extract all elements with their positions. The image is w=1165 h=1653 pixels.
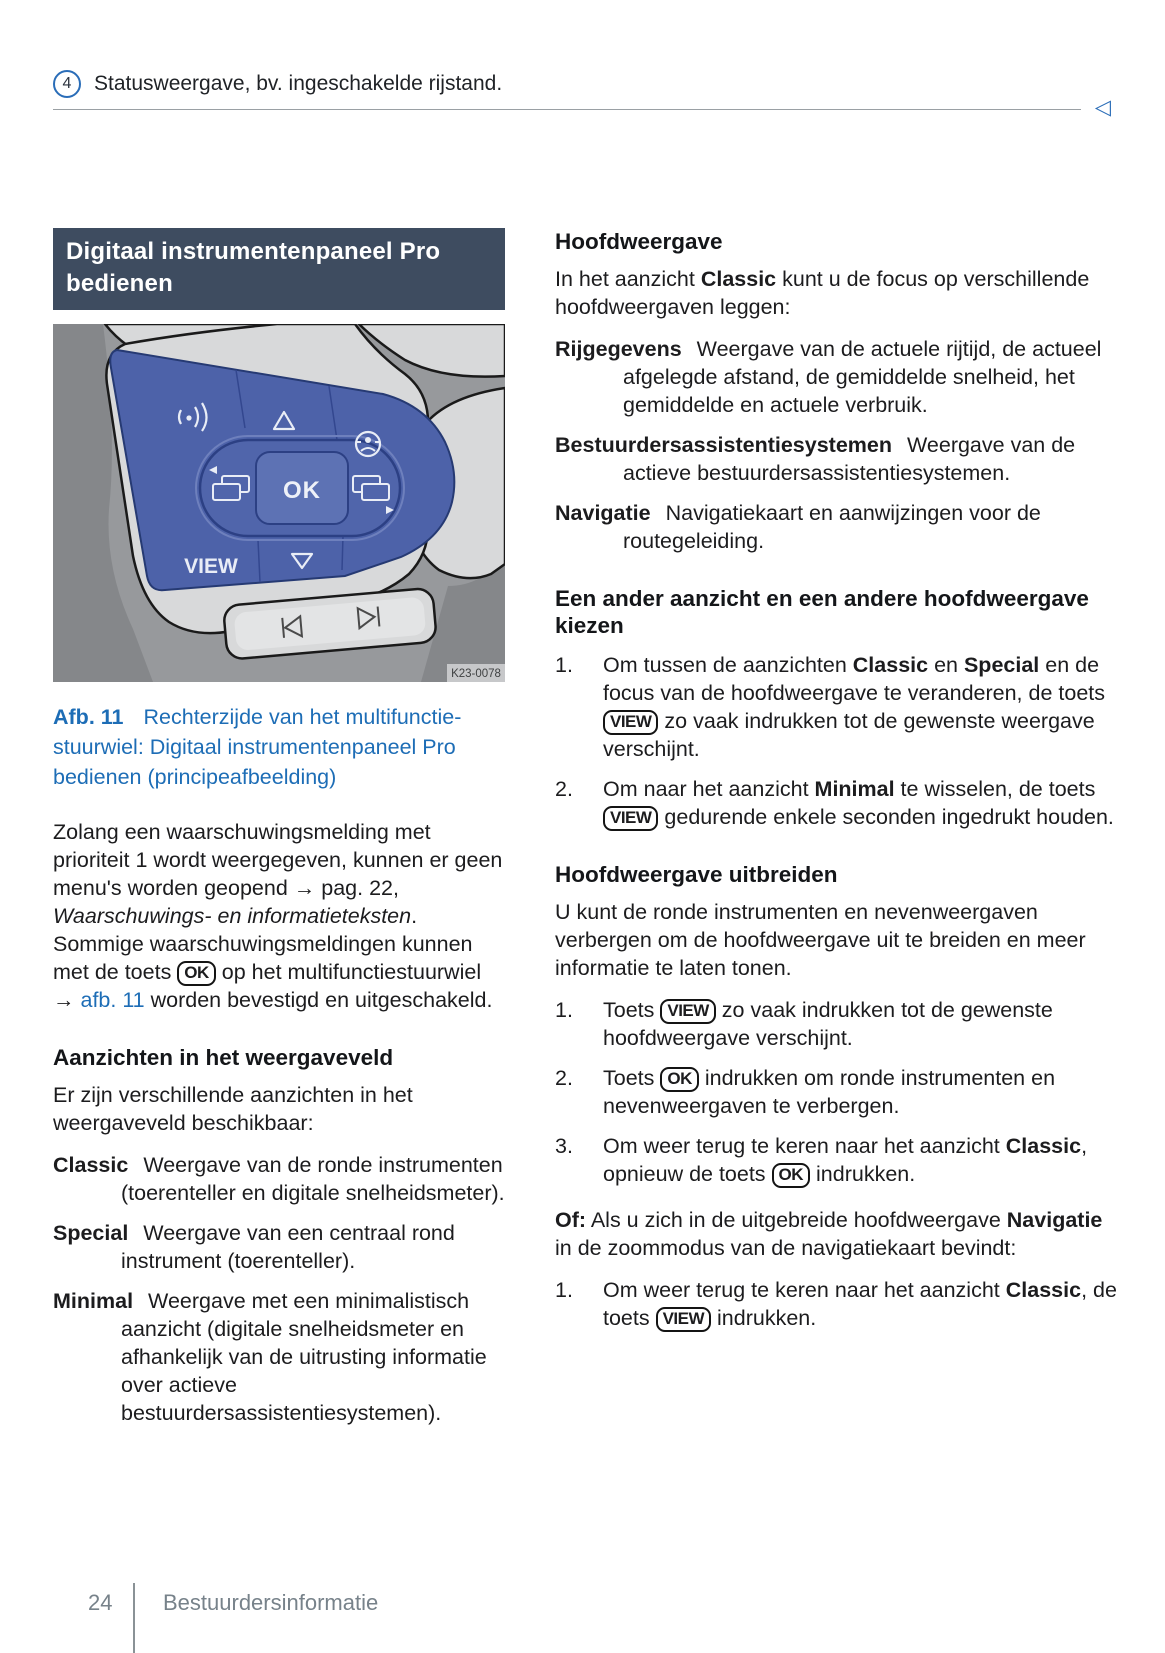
focus-definition-navigatie: Navigatie Navigatiekaart en aanwijzingen voor de routegeleiding. — [555, 501, 1041, 553]
heading-hoofdweergave: Hoofdweergave — [555, 229, 723, 254]
figure-caption: Afb. 11 Rechterzijde van het multifunctie- stuurwiel: Digitaal instrumentenpaneel Pro bedienen (principeafbeelding) — [53, 705, 462, 789]
step-item: 1. Toets VIEW zo vaak indrukken tot de gewenste hoofdweergave verschijnt. — [555, 998, 1053, 1050]
page-number: 24 — [88, 1590, 113, 1615]
step-item: 2. Toets OK indrukken om ronde instrumenten en nevenweergaven te verbergen. — [555, 1066, 1056, 1118]
chapter-name: Bestuurdersinformatie — [163, 1590, 379, 1615]
heading-uitbreiden: Hoofdweergave uitbreiden — [555, 862, 838, 887]
figure-caption-label: Afb. 11 — [53, 705, 124, 729]
ok-keycap: OK — [772, 1163, 811, 1188]
view-keycap: VIEW — [656, 1307, 711, 1332]
focus-definition-rijgegevens: Rijgegevens Weergave van de actuele rijtijd, de actueel afgelegde afstand, de gemiddelde snelheid, het gemiddelde en actuele verbruik. — [555, 337, 1102, 417]
warning-paragraph: Zolang een waarschuwingsmelding met prioriteit 1 wordt weergegeven, kunnen er geen menu's worden geopend → pag. 22, Waarschuwings- en informatieteksten. Sommige waarschuwingsmeldingen kunnen met de toets OK op het multifunctiestuurwiel → afb. 11 worden bevestigd en uitgeschakeld. — [53, 820, 503, 1012]
heading-ander-aanzicht: Een ander aanzicht en een andere hoofdweergave kiezen — [555, 586, 1089, 638]
section-title: Digitaal instrumentenpaneel Pro bedienen — [53, 228, 505, 310]
view-definition-special: Special Weergave van een centraal rond instrument (toerenteller). — [53, 1221, 455, 1273]
steering-wheel-illustration — [53, 324, 505, 682]
view-keycap: VIEW — [603, 806, 658, 831]
hoofdweergave-intro: In het aanzicht Classic kunt u de focus op verschillende hoofdweergaven leggen: — [555, 267, 1090, 319]
step-item: 1. Om weer terug te keren naar het aanzicht Classic, de toets VIEW indrukken. — [555, 1278, 1117, 1330]
page-header — [53, 70, 1111, 119]
legend-text: Statusweergave, bv. ingeschakelde rijstand. — [94, 72, 503, 95]
header-divider — [53, 96, 1111, 119]
view-definition-minimal: Minimal Weergave met een minimalistisch aanzicht (digitale snelheidsmeter en afhankelijk van de uitrusting informatie over actieve bestuurdersassistentiesystemen). — [53, 1289, 487, 1425]
back-triangle-icon[interactable]: ◁ — [1094, 96, 1111, 119]
ok-keycap: OK — [660, 1067, 699, 1092]
view-keycap: VIEW — [603, 710, 658, 735]
uitbreiden-intro: U kunt de ronde instrumenten en nevenweergaven verbergen om de hoofdweergave uit te breiden en meer informatie te laten tonen. — [555, 900, 1086, 980]
step-item: 2. Om naar het aanzicht Minimal te wisselen, de toets VIEW gedurende enkele seconden ingedrukt houden. — [555, 777, 1114, 829]
of-paragraph: Of: Als u zich in de uitgebreide hoofdweergave Navigatie in de zoommodus van de navigatiekaart bevindt: — [555, 1208, 1103, 1260]
ok-button-label: OK — [283, 477, 321, 504]
views-intro-paragraph: Er zijn verschillende aanzichten in het weergaveveld beschikbaar: — [53, 1083, 413, 1135]
right-column — [555, 228, 1125, 1439]
step-item: 3. Om weer terug te keren naar het aanzicht Classic, opnieuw de toets OK indrukken. — [555, 1134, 1088, 1186]
two-column-layout — [53, 228, 1125, 1439]
focus-definition-assistentiesystemen: Bestuurdersassistentiesystemen Weergave van de actieve bestuurdersassistentiesystemen. — [555, 433, 1076, 485]
image-tag: K23-0078 — [451, 668, 501, 680]
left-column — [53, 228, 505, 1439]
step-item: 1. Om tussen de aanzichten Classic en Special en de focus van de hoofdweergave te veranderen, de toets VIEW zo vaak indrukken tot de gewenste weergave verschijnt. — [555, 653, 1106, 761]
view-definition-classic: Classic Weergave van de ronde instrumenten (toerenteller en digitale snelheidsmeter). — [53, 1153, 505, 1205]
footer-divider — [133, 1583, 135, 1653]
figure-11-steering-wheel — [53, 324, 505, 682]
page-footer — [0, 1583, 1165, 1653]
ok-keycap: OK — [177, 961, 216, 986]
view-button-label: VIEW — [184, 555, 238, 578]
view-keycap: VIEW — [660, 999, 715, 1024]
heading-aanzichten: Aanzichten in het weergaveveld — [53, 1045, 394, 1070]
legend-number-badge: 4 — [53, 70, 81, 98]
figure-11-link[interactable]: afb. 11 — [80, 988, 145, 1012]
